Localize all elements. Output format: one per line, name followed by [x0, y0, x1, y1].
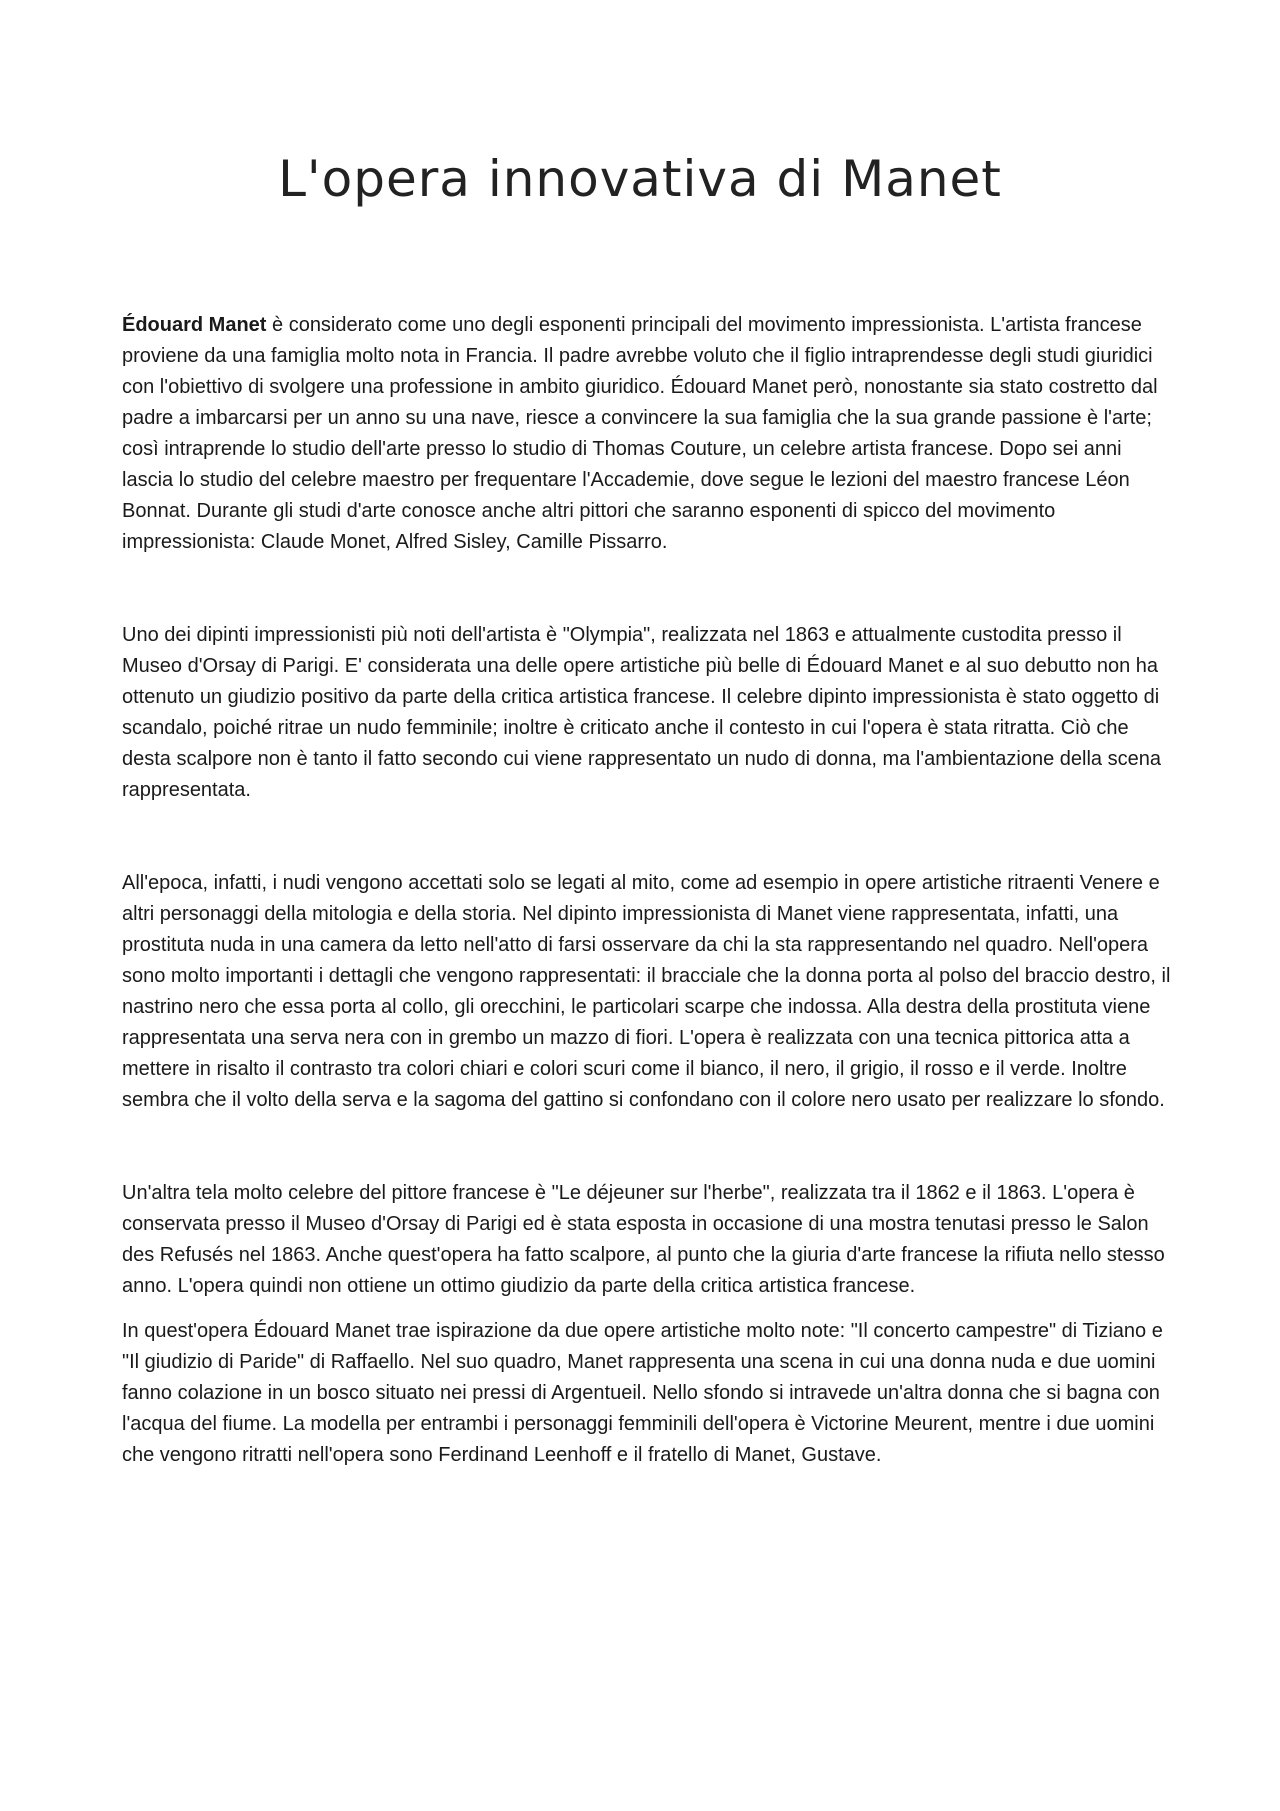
- page-title: L'opera innovativa di Manet: [278, 150, 1002, 208]
- paragraph-4: Un'altra tela molto celebre del pittore francese è "Le déjeuner sur l'herbe", realizzata tra il 1862 e il 1863. L'opera è conservata presso il Museo d'Orsay di Parigi ed è stata esposta in occasione di una mostra tenutasi presso le Salon des Refusés nel 1863. Anche quest'opera ha fatto scalpore, al punto che la giuria d'arte francese la rifiuta nello stesso anno. L'opera quindi non ottiene un ottimo giudizio da parte della critica artistica francese.: [122, 1182, 1165, 1297]
- paragraph-1-lead: Édouard Manet: [122, 314, 267, 336]
- paragraph-1-text: è considerato come uno degli esponenti principali del movimento impressionista. L'artista francese proviene da una famiglia molto nota in Francia. Il padre avrebbe voluto che il figlio intraprendesse degli studi giuridici con l'obiettivo di svolgere una professione in ambito giuridico. Édouard Manet però, nonostante sia stato costretto dal padre a imbarcarsi per un anno su una nave, riesce a convincere la sua famiglia che la sua grande passione è l'arte; così intraprende lo studio dell'arte presso lo studio di Thomas Couture, un celebre artista francese. Dopo sei anni lascia lo studio del celebre maestro per frequentare l'Accademie, dove segue le lezioni del maestro francese Léon Bonnat. Durante gli studi d'arte conosce anche altri pittori che saranno esponenti di spicco del movimento impressionista: Claude Monet, Alfred Sisley, Camille Pissarro.: [122, 314, 1158, 553]
- paragraph-2: Uno dei dipinti impressionisti più noti dell'artista è "Olympia", realizzata nel 1863 e attualmente custodita presso il Museo d'Orsay di Parigi. E' considerata una delle opere artistiche più belle di Édouard Manet e al suo debutto non ha ottenuto un giudizio positivo da parte della critica artistica francese. Il celebre dipinto impressionista è stato oggetto di scandalo, poiché ritrae un nudo femminile; inoltre è criticato anche il contesto in cui l'opera è stata ritratta. Ciò che desta scalpore non è tanto il fatto secondo cui viene rappresentato un nudo di donna, ma l'ambientazione della scena rappresentata.: [122, 624, 1161, 801]
- paragraph-1: [122, 310, 1172, 558]
- document-body: [122, 310, 1172, 1471]
- paragraph-5: In quest'opera Édouard Manet trae ispirazione da due opere artistiche molto note: "Il concerto campestre" di Tiziano e "Il giudizio di Paride" di Raffaello. Nel suo quadro, Manet rappresenta una scena in cui una donna nuda e due uomini fanno colazione in un bosco situato nei pressi di Argentueil. Nello sfondo si intravede un'altra donna che si bagna con l'acqua del fiume. La modella per entrambi i personaggi femminili dell'opera è Victorine Meurent, mentre i due uomini che vengono ritratti nell'opera sono Ferdinand Leenhoff e il fratello di Manet, Gustave.: [122, 1320, 1163, 1466]
- paragraph-3: All'epoca, infatti, i nudi vengono accettati solo se legati al mito, come ad esempio in opere artistiche ritraenti Venere e altri personaggi della mitologia e della storia. Nel dipinto impressionista di Manet viene rappresentata, infatti, una prostituta nuda in una camera da letto nell'atto di farsi osservare da chi la sta rappresentando nel quadro. Nell'opera sono molto importanti i dettagli che vengono rappresentati: il bracciale che la donna porta al polso del braccio destro, il nastrino nero che essa porta al collo, gli orecchini, le particolari scarpe che indossa. Alla destra della prostituta viene rappresentata una serva nera con in grembo un mazzo di fiori. L'opera è realizzata con una tecnica pittorica atta a mettere in risalto il contrasto tra colori chiari e colori scuri come il bianco, il nero, il grigio, il rosso e il verde. Inoltre sembra che il volto della serva e la sagoma del gattino si confondano con il colore nero usato per realizzare lo sfondo.: [122, 872, 1171, 1111]
